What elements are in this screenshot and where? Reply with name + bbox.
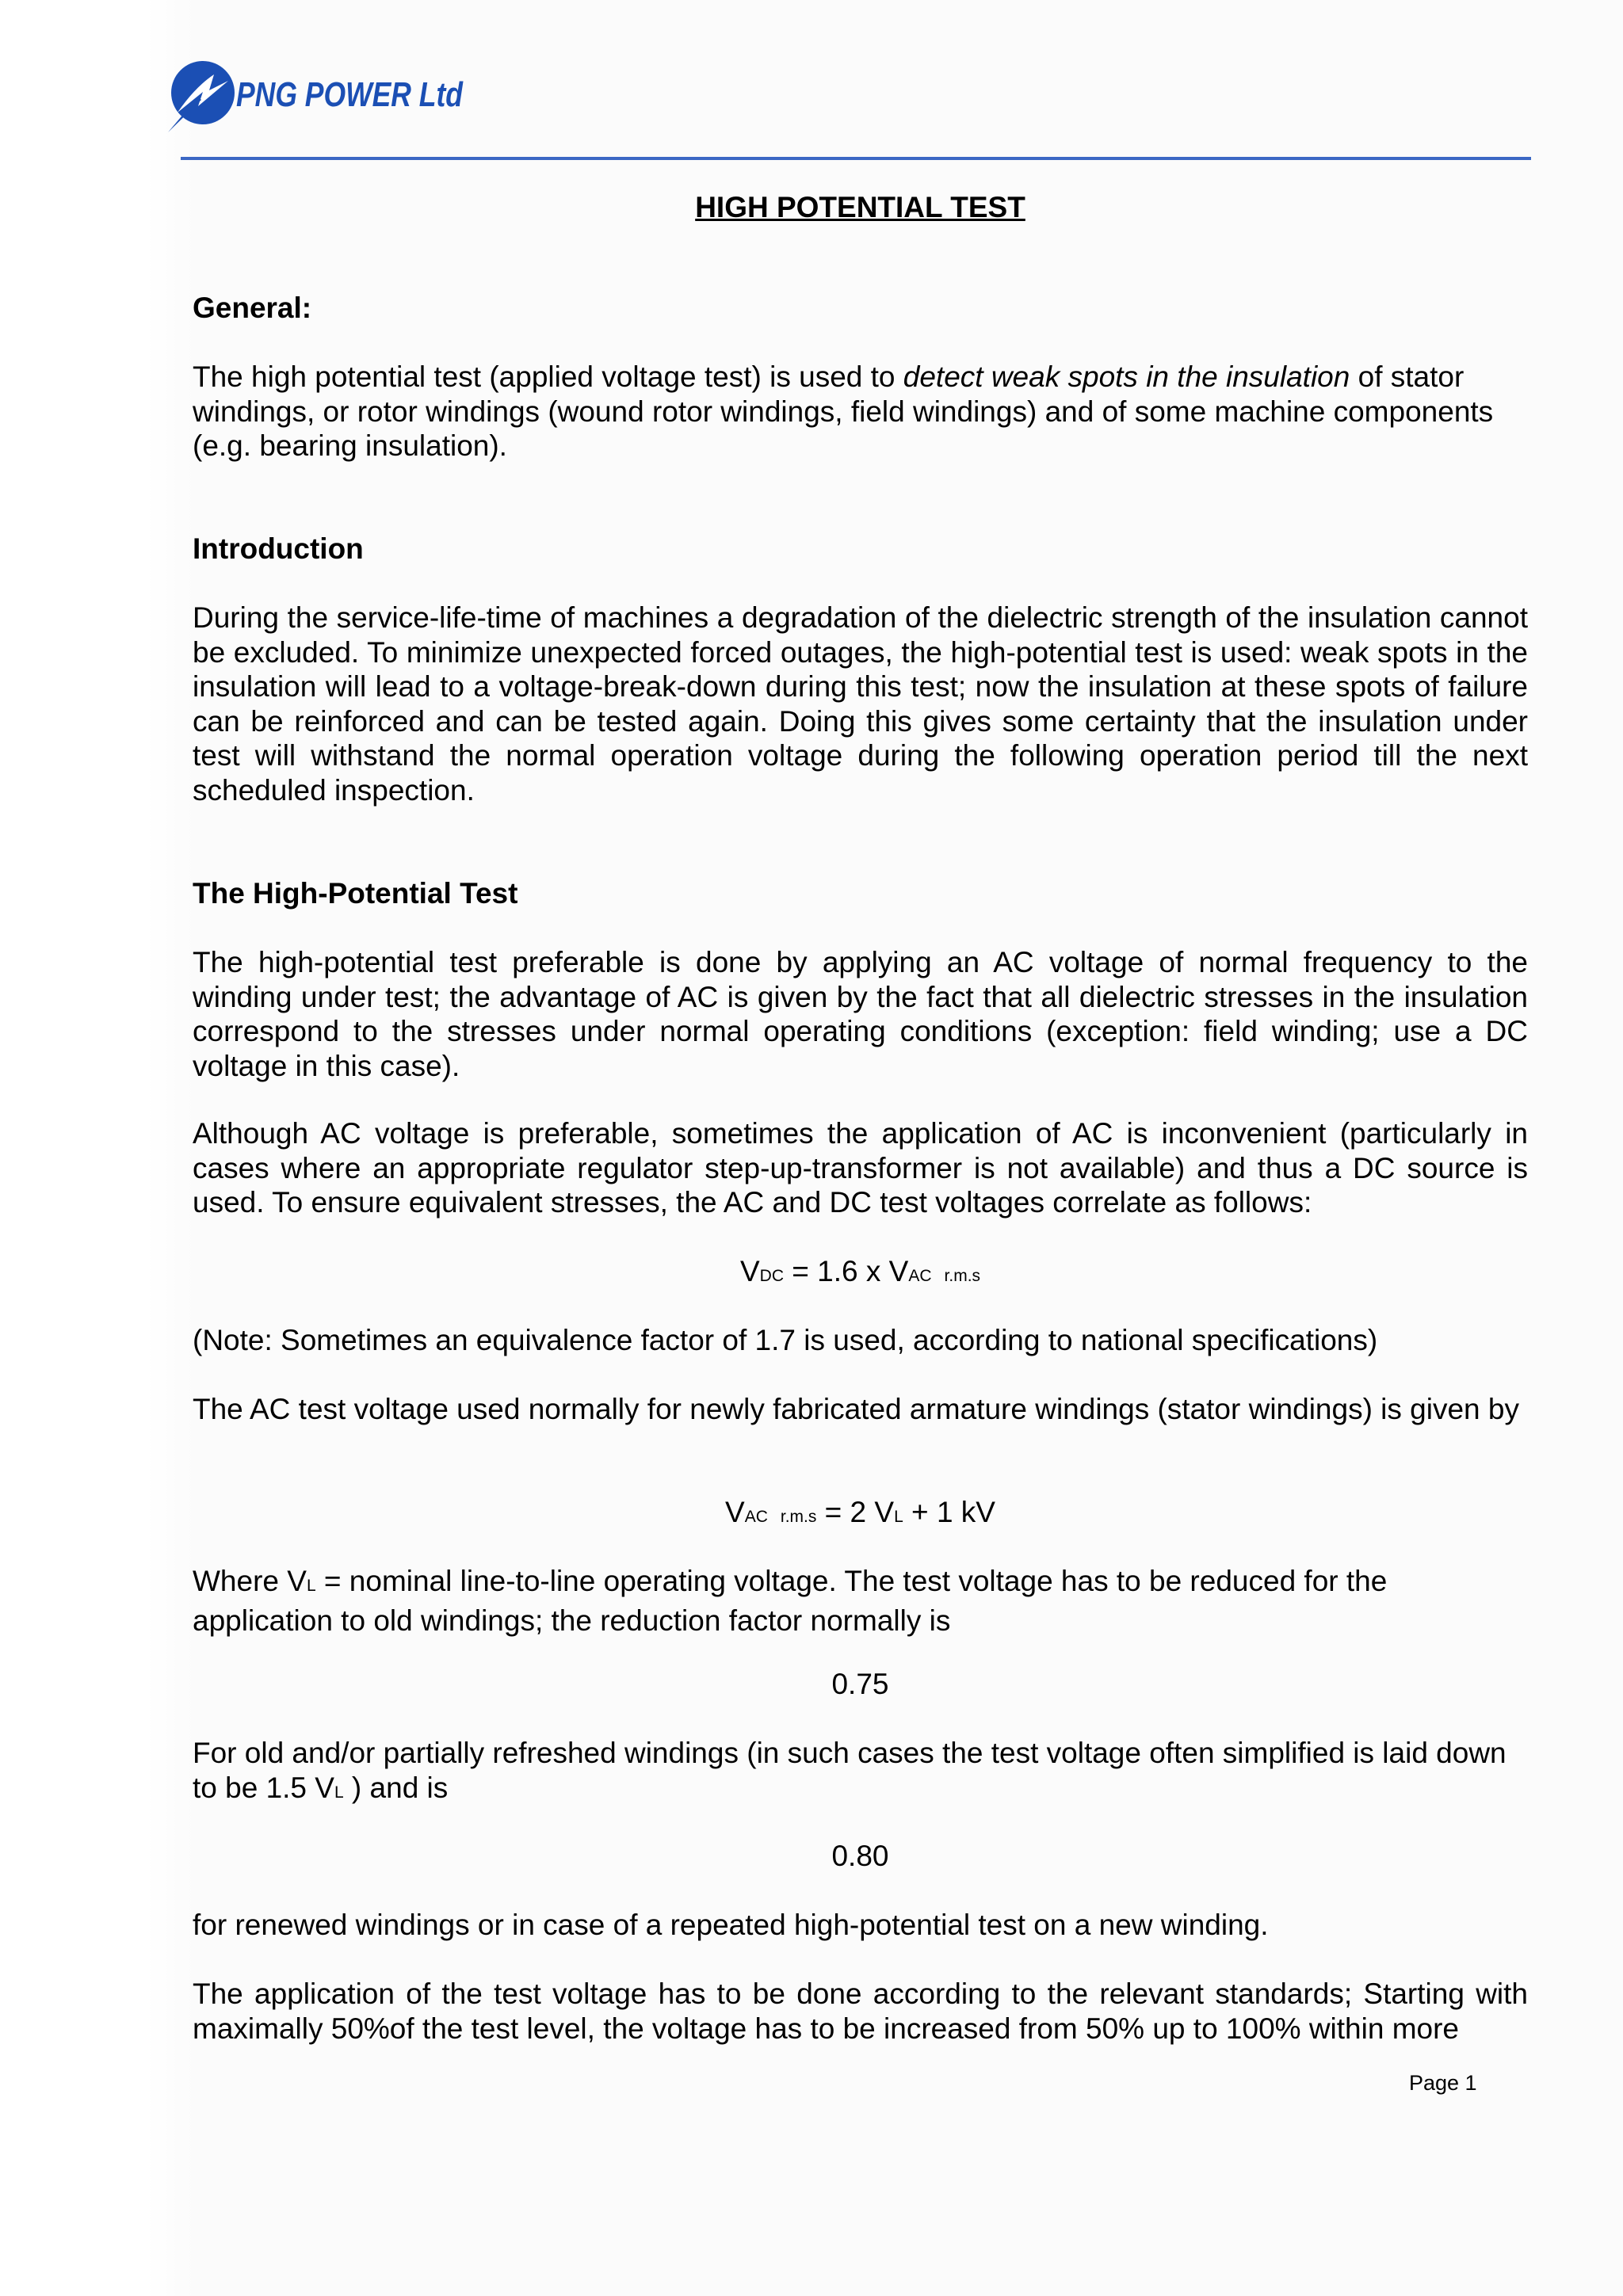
logo-text: PNG POWER Ltd (236, 75, 464, 114)
nominal-voltage-paragraph: Where VL = nominal line-to-line operating voltage. The test voltage has to be reduced for the application to old windings; the reduction factor normally is (193, 1565, 1388, 1637)
general-paragraph: The high potential test (applied voltage test) is used to detect weak spots in the insulation of stator windings, or rotor windings (wound rotor windings, field windings) and of some machine components (e.g. bearing insulation). (193, 360, 1494, 462)
page-title: HIGH POTENTIAL TEST (695, 191, 1025, 223)
reduction-factor-080: 0.80 (831, 1840, 889, 1872)
introduction-heading: Introduction (193, 532, 364, 565)
general-heading: General: (193, 292, 312, 324)
high-potential-paragraph-2: Although AC voltage is preferable, sometimes the application of AC is inconvenient (particularly in cases where an appropriate regulator step-up-transformer is not available) and thus a DC source is used. To ensure equivalent stresses, the AC and DC test voltages correlate as follows: (193, 1117, 1528, 1219)
emphasis-text: detect weak spots in the insulation (903, 360, 1350, 393)
ac-test-voltage-paragraph: The AC test voltage used normally for newly fabricated armature windings (stator windings) is given by (193, 1393, 1519, 1425)
old-windings-paragraph: For old and/or partially refreshed windings (in such cases the test voltage often simplified is laid down to be 1.5 VL ) and is (193, 1737, 1507, 1804)
page-number: Page 1 (1409, 2071, 1477, 2095)
formula-dc-ac: VDC = 1.6 x VAC r.m.s (739, 1255, 981, 1287)
high-potential-heading: The High-Potential Test (193, 877, 518, 910)
application-paragraph: The application of the test voltage has to be done according to the relevant standards; Starting with maximally 50%of the test level, the voltage has to be increased from 50% up to 100% within more (193, 1978, 1528, 2045)
introduction-paragraph: During the service-life-time of machines a degradation of the dielectric strength of the insulation cannot be excluded. To minimize unexpected forced outages, the high-potential test is used: weak spots in the insulation will lead to a voltage-break-down during this test; now the insulation at these spots of failure can be reinforced and can be tested again. Doing this gives some certainty that the insulation under test will withstand the normal operation voltage during the following operation period till the next scheduled inspection. (193, 601, 1528, 807)
formula-ac-test-voltage: VAC r.m.s = 2 VL + 1 kV (725, 1496, 995, 1528)
equivalence-note: (Note: Sometimes an equivalence factor of 1.7 is used, according to national specifications) (193, 1324, 1378, 1356)
company-logo (163, 57, 464, 144)
high-potential-paragraph-1: The high-potential test preferable is done by applying an AC voltage of normal frequency to the winding under test; the advantage of AC is given by the fact that all dielectric stresses in the insulation correspond to the stresses under normal operating conditions (exception: field winding; use a DC voltage in this case). (193, 946, 1528, 1082)
renewed-windings-paragraph: for renewed windings or in case of a repeated high-potential test on a new winding. (193, 1909, 1269, 1941)
header-rule (181, 157, 1531, 160)
reduction-factor-075: 0.75 (831, 1668, 889, 1700)
logo-graphic (163, 57, 464, 144)
